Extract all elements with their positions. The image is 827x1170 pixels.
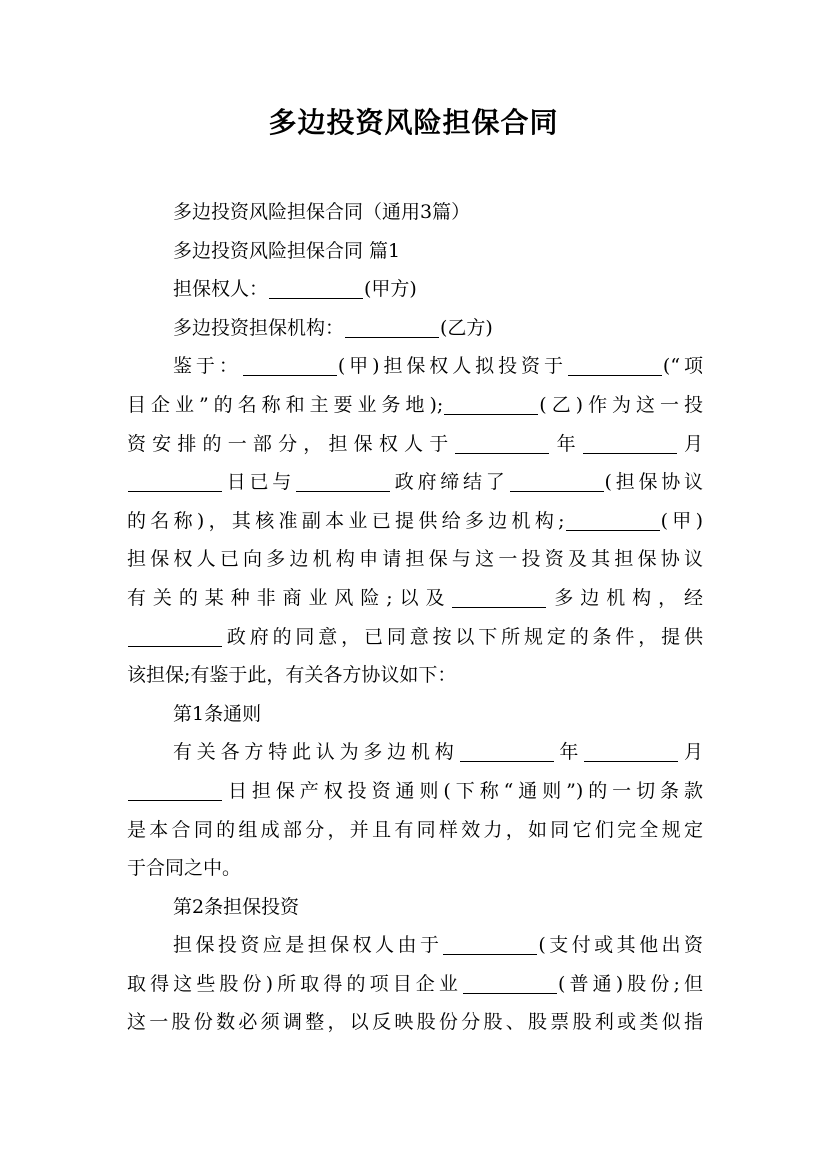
- text-run: (甲): [660, 509, 703, 532]
- blank-line: [568, 356, 662, 376]
- blank-line: [443, 935, 537, 955]
- text-run: (甲)担保权人拟投资于: [337, 355, 567, 378]
- text-run: (“项: [662, 355, 703, 378]
- article-2-line-1: [127, 926, 703, 965]
- text-run: 月: [677, 432, 703, 455]
- party-b-label: 多边投资担保机构：: [173, 316, 345, 339]
- article-2-heading: 第2条担保投资: [173, 895, 300, 918]
- intro-line: 多边投资风险担保合同（通用3篇）: [173, 201, 471, 223]
- document-body: [127, 193, 703, 1042]
- text-run: 有关的某种非商业风险;以及: [127, 586, 452, 609]
- article-2-line-2: [127, 965, 703, 1004]
- text-run: 鉴于：: [173, 355, 242, 378]
- whereas-line-6: 担保权人已向多边机构申请担保与这一投资及其担保协议: [127, 548, 703, 571]
- article-1-line-1: [127, 733, 703, 772]
- blank-line: [452, 588, 546, 608]
- article-2-line-3: 这一股份数必须调整，以反映股份分股、股票股利或类似指: [127, 1011, 703, 1034]
- text-run: 月: [679, 741, 703, 764]
- article-1-line-2: [127, 772, 703, 811]
- whereas-line-7: [127, 579, 703, 618]
- text-run: (乙)作为这一投: [539, 393, 703, 416]
- text-run: 目企业”的名称和主要业务地);: [127, 393, 444, 416]
- whereas-line-1: [127, 347, 703, 386]
- blank-line: [444, 395, 538, 415]
- party-a-suffix: (甲方): [364, 278, 417, 301]
- blank-line: [243, 356, 337, 376]
- text-run: 政府缔结了: [391, 471, 509, 494]
- whereas-line-5: [127, 502, 703, 541]
- party-b-suffix: (乙方): [440, 316, 493, 339]
- text-run: 担保投资应是担保权人由于: [173, 934, 443, 957]
- text-run: 的名称)，其核准副本业已提供给多边机构;: [127, 509, 565, 532]
- article-1-line-3: 是本合同的组成部分，并且有同样效力，如同它们完全规定: [127, 818, 703, 841]
- blank-line: [345, 318, 439, 338]
- article-1-heading: 第1条通则: [173, 702, 262, 725]
- blank-line: [463, 974, 557, 994]
- text-run: 有关各方特此认为多边机构: [173, 741, 459, 764]
- blank-line: [296, 472, 390, 492]
- text-run: (普通)股份;但: [558, 972, 703, 995]
- whereas-line-4: [127, 463, 703, 502]
- blank-line: [584, 742, 678, 762]
- text-run: 政府的同意，已同意按以下所规定的条件，提供: [223, 625, 703, 648]
- text-run: 资安排的一部分，担保权人于: [127, 432, 455, 455]
- whereas-line-2: [127, 386, 703, 425]
- document-title: 多边投资风险担保合同: [268, 106, 559, 139]
- text-run: (支付或其他出资: [538, 934, 703, 957]
- text-run: 年: [550, 432, 582, 455]
- blank-line: [269, 279, 363, 299]
- party-a-line: [127, 270, 703, 309]
- blank-line: [566, 511, 660, 531]
- blank-line: [128, 627, 222, 647]
- text-run: 日已与: [223, 471, 296, 494]
- article-1-line-4: 于合同之中。: [127, 857, 242, 880]
- text-run: (担保协议: [604, 471, 703, 494]
- text-run: 日担保产权投资通则(下称“通则”)的一切条款: [223, 779, 703, 802]
- whereas-line-9: 该担保;有鉴于此，有关各方协议如下：: [127, 664, 457, 687]
- blank-line: [583, 434, 677, 454]
- blank-line: [128, 472, 222, 492]
- section-heading: 多边投资风险担保合同 篇1: [173, 239, 401, 262]
- whereas-line-8: [127, 618, 703, 657]
- blank-line: [128, 781, 222, 801]
- party-a-label: 担保权人：: [173, 278, 269, 301]
- text-run: 多边机构，经: [547, 586, 703, 609]
- blank-line: [455, 434, 549, 454]
- party-b-line: [127, 309, 703, 348]
- blank-line: [460, 742, 554, 762]
- text-run: 年: [554, 741, 584, 764]
- text-run: 取得这些股份)所取得的项目企业: [127, 972, 463, 995]
- whereas-line-3: [127, 425, 703, 464]
- blank-line: [510, 472, 604, 492]
